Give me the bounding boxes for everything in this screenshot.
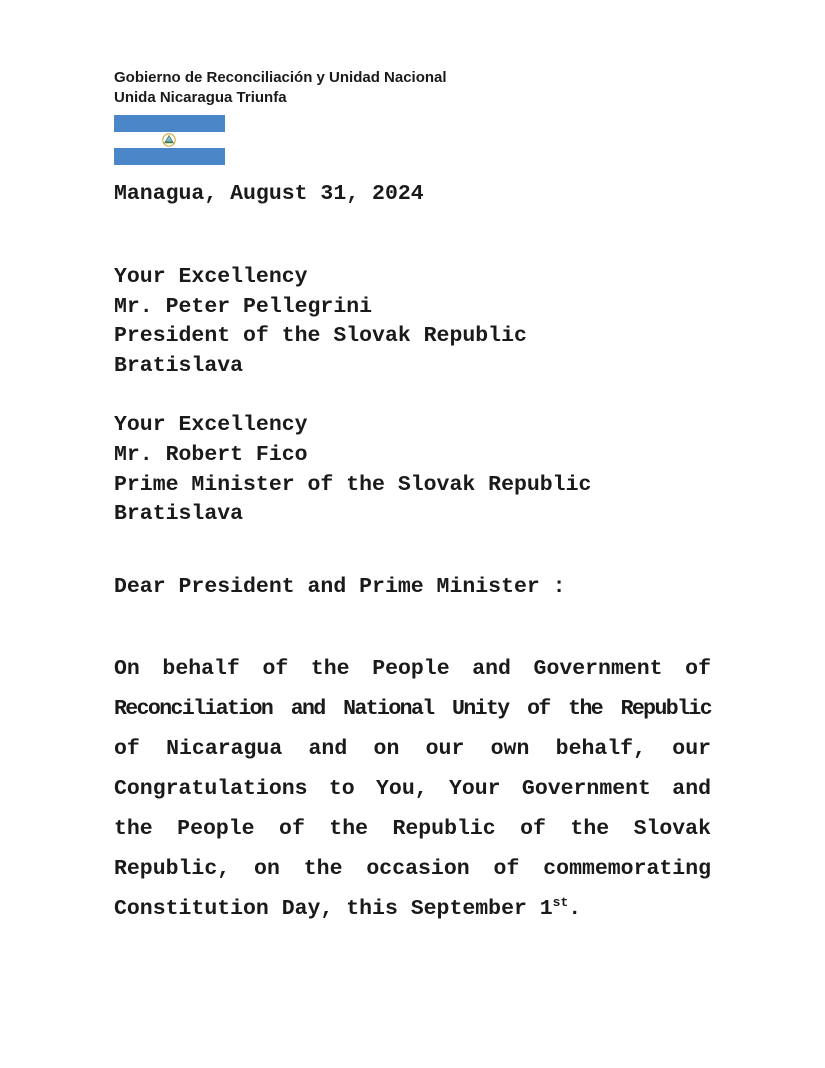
recipient1-name: Mr. Peter Pellegrini	[114, 295, 373, 319]
recipient2-name: Mr. Robert Fico	[114, 443, 308, 467]
greeting: Dear President and Prime Minister :	[114, 575, 566, 599]
letterhead-line2: Unida Nicaragua Triunfa	[114, 89, 287, 106]
nicaragua-flag	[114, 115, 225, 165]
recipient2-title: Prime Minister of the Slovak Republic	[114, 473, 592, 497]
body-line: On behalf of the People and Government of	[114, 657, 711, 681]
flag-stripe-bottom	[114, 148, 225, 165]
body-line: of Nicaragua and on our own behalf, our	[114, 737, 711, 761]
body-line: Congratulations to You, Your Government and	[114, 777, 711, 801]
date-line: Managua, August 31, 2024	[114, 182, 424, 206]
body-line-text: Constitution Day, this September 1	[114, 897, 553, 921]
letter-body	[114, 649, 711, 929]
recipient1-title: President of the Slovak Republic	[114, 324, 527, 348]
flag-stripe-top	[114, 115, 225, 132]
nicaragua-coat-of-arms-icon	[159, 132, 179, 148]
ordinal-suffix: st	[552, 895, 569, 910]
body-line: Reconciliation and National Unity of the Republic	[114, 697, 711, 721]
letterhead-line1: Gobierno de Reconciliación y Unidad Nacional	[114, 69, 447, 86]
recipient1-city: Bratislava	[114, 354, 244, 378]
body-line: Republic, on the occasion of commemorating	[114, 857, 711, 881]
body-line-last	[114, 889, 711, 929]
body-line: the People of the Republic of the Slovak	[114, 817, 711, 841]
recipient2-salutation: Your Excellency	[114, 413, 308, 437]
recipient2-city: Bratislava	[114, 502, 244, 526]
recipient1-salutation: Your Excellency	[114, 265, 308, 289]
letterhead	[114, 68, 447, 108]
end-punctuation: .	[568, 897, 582, 921]
